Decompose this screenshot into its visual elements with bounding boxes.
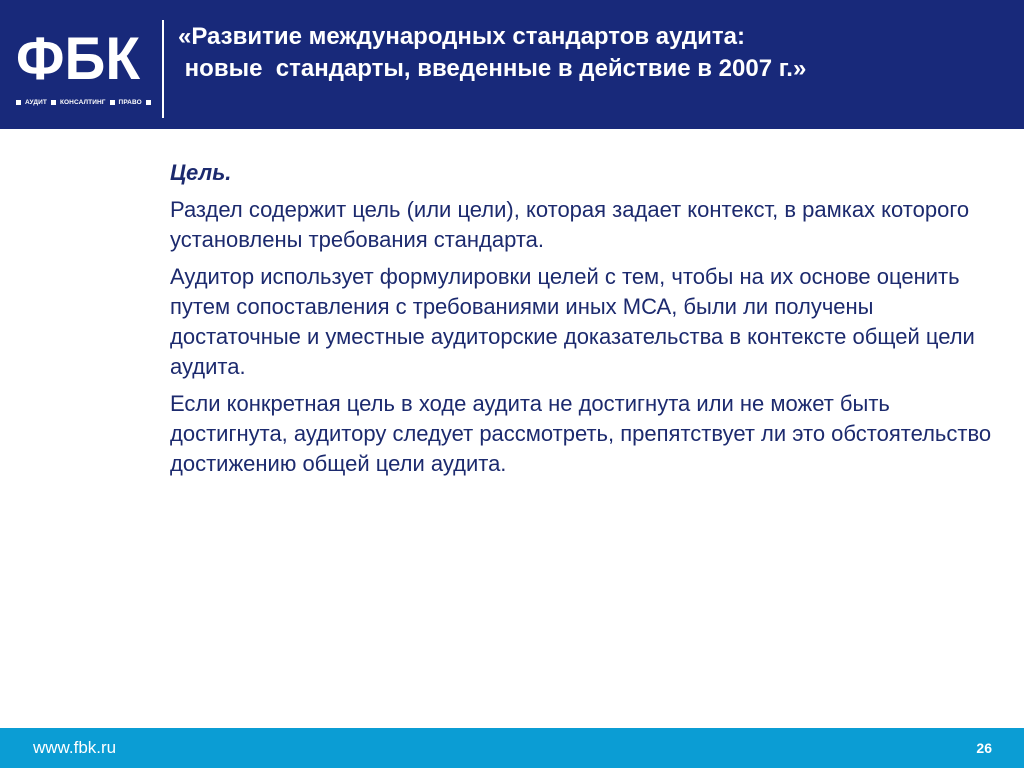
slide-title [178, 21, 1008, 85]
header-divider [162, 20, 164, 118]
slide-title-line-2: новые стандарты, введенные в действие в 2007 г.» [178, 55, 807, 82]
tagline-square [110, 100, 115, 105]
body-paragraph: Если конкретная цель в ходе аудита не достигнута или не может быть достигнута, аудитору следует рассмотреть, препятствует ли это обстоятельство достижению общей цели аудита. [170, 391, 992, 476]
logo-tagline [16, 99, 153, 106]
tagline-item-law: ПРАВО [118, 99, 142, 106]
footer-bar [0, 728, 1024, 768]
slide-title-line-1: «Развитие международных стандартов аудита: [178, 23, 745, 50]
tagline-item-consulting: КОНСАЛТИНГ [59, 99, 106, 106]
tagline-square [51, 100, 56, 105]
slide-body [170, 158, 1010, 486]
tagline-square [146, 100, 151, 105]
page-number: 26 [976, 740, 992, 756]
website-link[interactable]: www.fbk.ru [33, 738, 117, 757]
logo-text: ФБК [16, 27, 141, 85]
fbk-logo [16, 27, 144, 106]
tagline-item-audit: АУДИТ [25, 99, 47, 106]
body-paragraph: Аудитор использует формулировки целей с тем, чтобы на их основе оценить путем сопоставления с требованиями иных МСА, были ли получены достаточные и уместные аудиторские доказательства в контексте общей цели аудита. [170, 264, 975, 379]
body-paragraph: Раздел содержит цель (или цели), которая задает контекст, в рамках которого установлены требования стандарта. [170, 197, 970, 252]
tagline-square [16, 100, 21, 105]
section-heading: Цель. [170, 160, 232, 185]
fbk-logo-mark [16, 27, 142, 85]
header-bar [0, 0, 1024, 129]
